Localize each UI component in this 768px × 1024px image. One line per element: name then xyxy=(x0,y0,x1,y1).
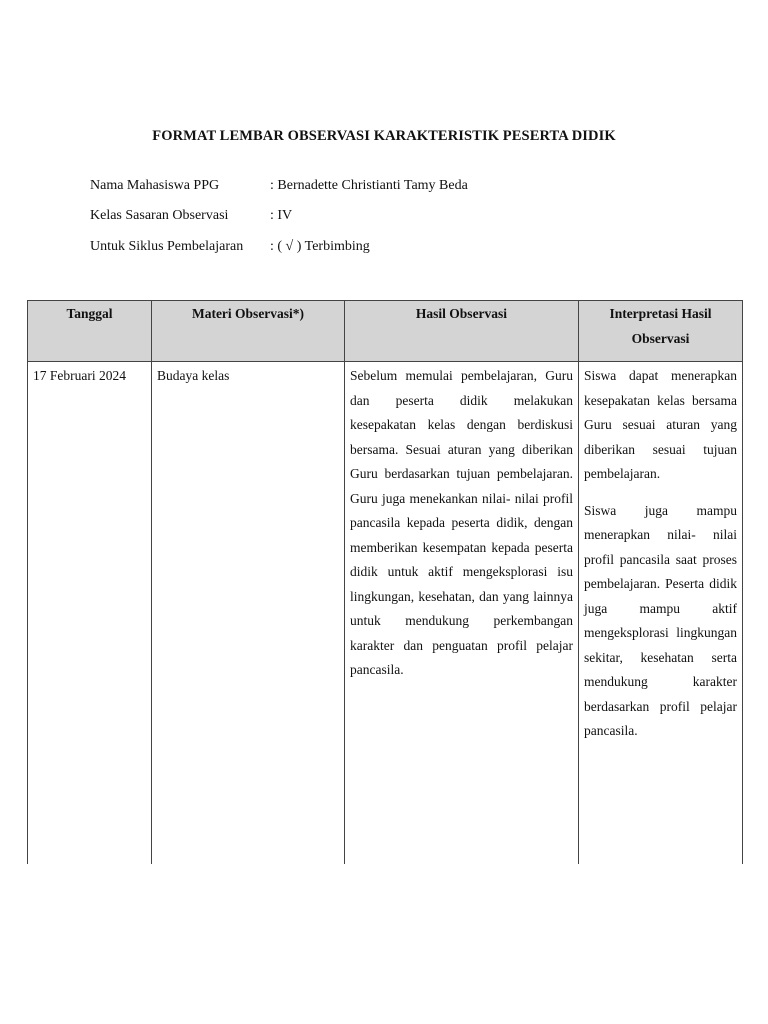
siklus-label: Untuk Siklus Pembelajaran xyxy=(90,239,244,254)
document-title: FORMAT LEMBAR OBSERVASI KARAKTERISTIK PESERTA DIDIK xyxy=(152,128,616,144)
header-materi: Materi Observasi*) xyxy=(152,301,345,362)
interpretasi-paragraph-1: Siswa dapat menerapkan kesepakatan kelas bersama Guru sesuai aturan yang diberikan sesuai tujuan pembelajaran. xyxy=(584,368,737,481)
cell-hasil: Sebelum memulai pembelajaran, Guru dan peserta didik melakukan kesepakatan kelas dengan berdiskusi bersama. Sesuai aturan yang diberikan Guru berdasarkan tujuan pembelajaran. Guru juga menekankan nilai- nilai profil pancasila kepada peserta didik, dengan memberikan kesempatan kepada peserta didik untuk aktif mengeksplorasi isu lingkungan, kesehatan, dan yang lainnya untuk mendukung perkembangan karakter dan penguatan profil pelajar pancasila. xyxy=(345,362,579,865)
kelas-label: Kelas Sasaran Observasi xyxy=(90,208,229,223)
table-header-row xyxy=(28,301,743,362)
header-interpretasi: Interpretasi Hasil Observasi xyxy=(579,301,743,362)
cell-tanggal: 17 Februari 2024 xyxy=(28,362,152,865)
cell-materi: Budaya kelas xyxy=(152,362,345,865)
cell-interpretasi xyxy=(579,362,743,865)
nama-value: : Bernadette Christianti Tamy Beda xyxy=(270,178,468,193)
nama-label: Nama Mahasiswa PPG xyxy=(90,178,220,193)
kelas-value: : IV xyxy=(270,208,293,223)
header-hasil: Hasil Observasi xyxy=(345,301,579,362)
observation-table xyxy=(27,300,743,864)
interpretasi-paragraph-2: Siswa juga mampu menerapkan nilai- nilai profil pancasila saat proses pembelajaran. Peserta didik juga mampu aktif mengeksplorasi lingkungan sekitar, kesehatan serta mendukung karakter berdasarkan profil pelajar pancasila. xyxy=(584,502,737,738)
siklus-value: : ( √ ) Terbimbing xyxy=(270,239,370,254)
table-row xyxy=(28,362,743,865)
header-tanggal: Tanggal xyxy=(28,301,152,362)
